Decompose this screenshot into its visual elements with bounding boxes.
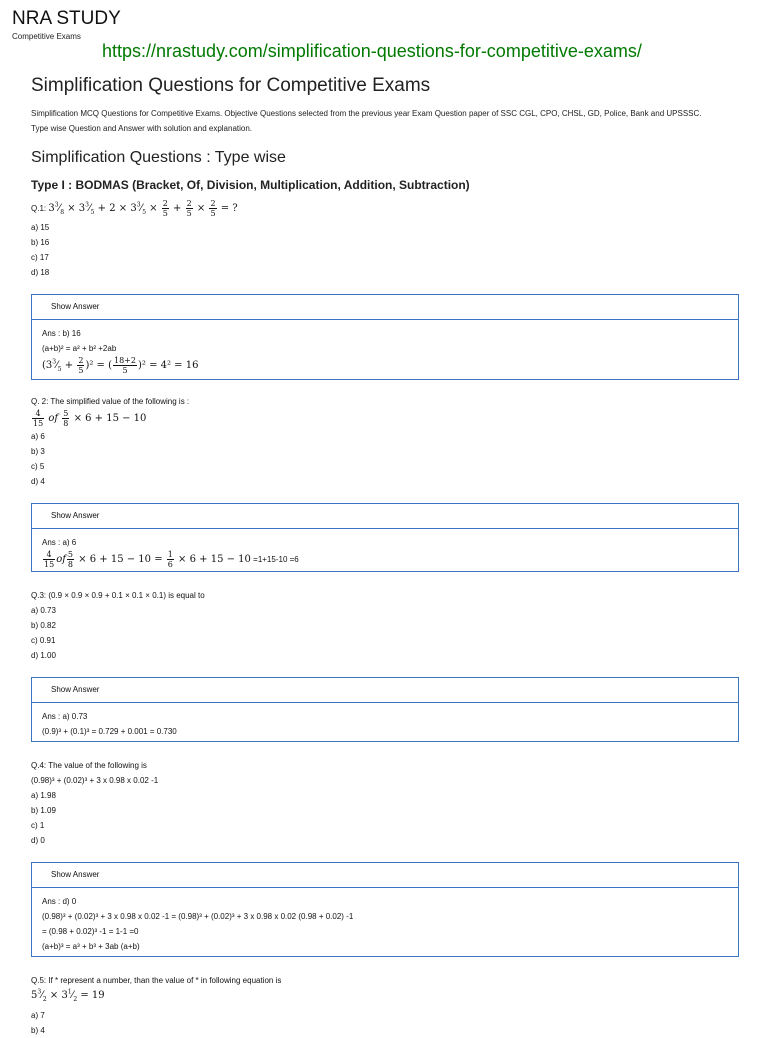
question-3-option-d[interactable]: d) 1.00 — [31, 651, 56, 660]
question-4-expression: (0.98)³ + (0.02)³ + 3 x 0.98 x 0.02 -1 — [31, 776, 159, 785]
question-3-option-b[interactable]: b) 0.82 — [31, 621, 56, 630]
answer-2-text: Ans : a) 6 — [42, 538, 77, 547]
question-1-title — [31, 199, 743, 220]
intro-line-2: Type wise Question and Answer with solution and explanation. — [31, 124, 253, 133]
answer-box-4 — [31, 862, 739, 957]
show-answer-button[interactable]: Show Answer — [32, 295, 738, 320]
question-1-option-a[interactable]: a) 15 — [31, 223, 50, 232]
question-1 — [31, 199, 743, 280]
question-4-label: Q.4: The value of the following is — [31, 761, 147, 770]
answer-4-working-2: = (0.98 + 0.02)³ -1 = 1-1 =0 — [42, 927, 139, 936]
question-1-label: Q.1: — [31, 204, 47, 213]
answer-1-working: ($3^3⁄_5$ + $\frac{2}{5}$ )² = ( $\frac{18+2}{5}$ )² = 4² = 16 — [42, 356, 199, 375]
question-4 — [31, 758, 743, 848]
section-title: Simplification Questions : Type wise — [31, 149, 286, 166]
question-5-option-b[interactable]: b) 4 — [31, 1026, 45, 1035]
answer-1-text: Ans : b) 16 — [42, 329, 81, 338]
question-5-label: Q.5: If * represent a number, than the value of * in following equation is — [31, 976, 282, 985]
question-5 — [31, 973, 743, 1038]
question-2-expression: $\frac{4}{15}$ of $\frac{5}{8}$ × 6 + 15 − 10 — [33, 409, 147, 428]
show-answer-button[interactable]: Show Answer — [32, 863, 738, 888]
question-1-option-b[interactable]: b) 16 — [31, 238, 50, 247]
answer-2-result: =1+15-10 =6 — [253, 555, 299, 564]
question-3-option-a[interactable]: a) 0.73 — [31, 606, 56, 615]
question-2-label: Q. 2: The simplified value of the following is : — [31, 397, 190, 406]
site-tagline: Competitive Exams — [12, 32, 81, 41]
answer-4-body — [32, 888, 738, 956]
question-4-option-b[interactable]: b) 1.09 — [31, 806, 56, 815]
site-title[interactable]: NRA STUDY — [12, 8, 121, 29]
answer-4-working-1: (0.98)³ + (0.02)³ + 3 x 0.98 x 0.02 -1 = (0.98)³ + (0.02)³ + 3 x 0.98 x 0.02 (0.98 + 0.02) -1 — [42, 912, 354, 921]
answer-3-working: (0.9)³ + (0.1)³ = 0.729 + 0.001 = 0.730 — [42, 727, 177, 736]
answer-1-body — [32, 320, 738, 379]
question-4-option-d[interactable]: d) 0 — [31, 836, 45, 845]
question-4-option-c[interactable]: c) 1 — [31, 821, 45, 830]
answer-box-1 — [31, 294, 739, 380]
answer-3-text: Ans : a) 0.73 — [42, 712, 88, 721]
answer-4-identity: (a+b)³ = a³ + b³ + 3ab (a+b) — [42, 942, 140, 951]
show-answer-button[interactable]: Show Answer — [32, 678, 738, 703]
answer-3-body — [32, 703, 738, 741]
answer-1-formula: (a+b)² = a² + b² +2ab — [42, 344, 117, 353]
question-2-option-d[interactable]: d) 4 — [31, 477, 45, 486]
intro-line-1: Simplification MCQ Questions for Competitive Exams. Objective Questions selected from the previous year Exam Question paper of SSC CGL, CPO, CHSL, GD, Police, Bank and UPSSSC. — [31, 109, 702, 118]
answer-2-body — [32, 529, 738, 571]
question-1-option-d[interactable]: d) 18 — [31, 268, 50, 277]
answer-box-3 — [31, 677, 739, 742]
question-3-label: Q.3: (0.9 × 0.9 × 0.9 + 0.1 × 0.1 × 0.1) is equal to — [31, 591, 205, 600]
intro-text — [31, 106, 743, 136]
answer-box-2 — [31, 503, 739, 572]
answer-4-text: Ans : d) 0 — [42, 897, 77, 906]
question-2-option-a[interactable]: a) 6 — [31, 432, 45, 441]
question-1-option-c[interactable]: c) 17 — [31, 253, 49, 262]
type-title: Type I : BODMAS (Bracket, Of, Division, Multiplication, Addition, Subtraction) — [31, 178, 470, 192]
question-5-expression: $5^3⁄_2$ × $3^1⁄_2 = 19$ — [31, 988, 105, 1003]
question-3 — [31, 588, 743, 663]
answer-2-working: $\frac{4}{15}$ of $\frac{5}{8}$ × 6 + 15 − 10 = $\frac{1}{6}$ × 6 + 15 − 10 =1+15-10 =6 — [44, 550, 299, 569]
question-3-option-c[interactable]: c) 0.91 — [31, 636, 56, 645]
question-2 — [31, 394, 743, 489]
question-2-option-b[interactable]: b) 3 — [31, 447, 45, 456]
page-url[interactable]: https://nrastudy.com/simplification-questions-for-competitive-exams/ — [102, 41, 642, 61]
question-1-expression: $3^3⁄_8$ × $3^3⁄_5 + 2$ × $3^3⁄_5$ × $\frac{2}{5}$ + $\frac{2}{5}$ × $\frac{2}{5}$ = ? — [48, 199, 238, 218]
article — [31, 72, 743, 1038]
question-2-option-c[interactable]: c) 5 — [31, 462, 45, 471]
question-5-option-a[interactable]: a) 7 — [31, 1011, 45, 1020]
question-4-option-a[interactable]: a) 1.98 — [31, 791, 56, 800]
show-answer-button[interactable]: Show Answer — [32, 504, 738, 529]
page-title: Simplification Questions for Competitive Exams — [31, 75, 431, 96]
